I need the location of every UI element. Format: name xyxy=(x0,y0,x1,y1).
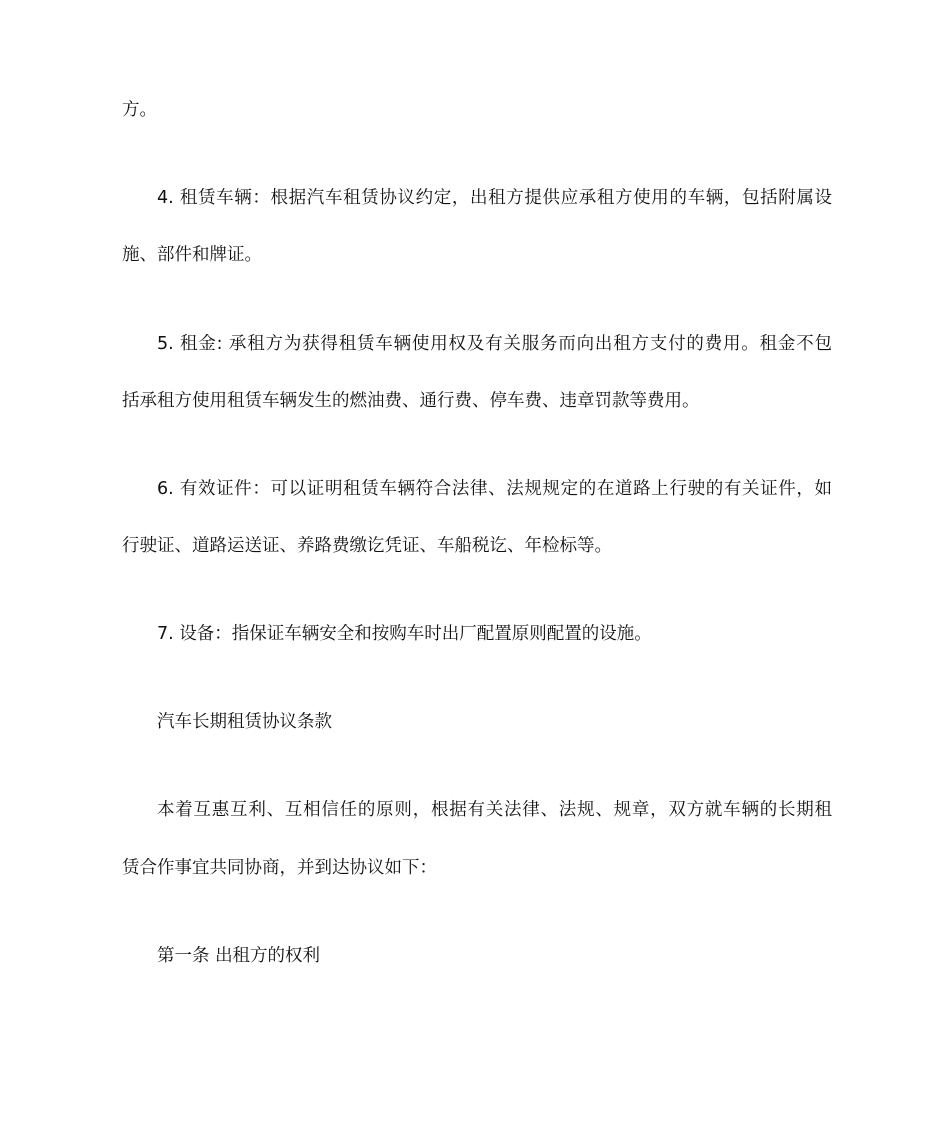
section-heading: 汽车长期租赁协议条款 xyxy=(157,712,332,732)
text-line: 括承租方使用租赁车辆发生的燃油费、通行费、停车费、违章罚款等费用。 xyxy=(122,391,700,411)
text-line: 6. 有效证件：可以证明租赁车辆符合法律、法规规定的在道路上行驶的有关证件，如 xyxy=(157,479,832,499)
text-line: 5. 租金: 承租方为获得租赁车辆使用权及有关服务而向出租方支付的费用。租金不包 xyxy=(157,334,832,354)
text-line: 方。 xyxy=(122,100,157,120)
text-line: 4. 租赁车辆：根据汽车租赁协议约定，出租方提供应承租方使用的车辆，包括附属设 xyxy=(157,188,832,208)
text-line: 7. 设备：指保证车辆安全和按购车时出厂配置原则配置的设施。 xyxy=(157,624,652,644)
article-heading: 第一条 出租方的权利 xyxy=(157,946,321,966)
text-line: 本着互惠互利、互相信任的原则，根据有关法律、法规、规章，双方就车辆的长期租 xyxy=(157,800,832,820)
text-line: 施、部件和牌证。 xyxy=(122,245,262,265)
text-line: 赁合作事宜共同协商，并到达协议如下： xyxy=(122,858,437,878)
text-line: 行驶证、道路运送证、养路费缴讫凭证、车船税讫、年检标等。 xyxy=(122,536,612,556)
